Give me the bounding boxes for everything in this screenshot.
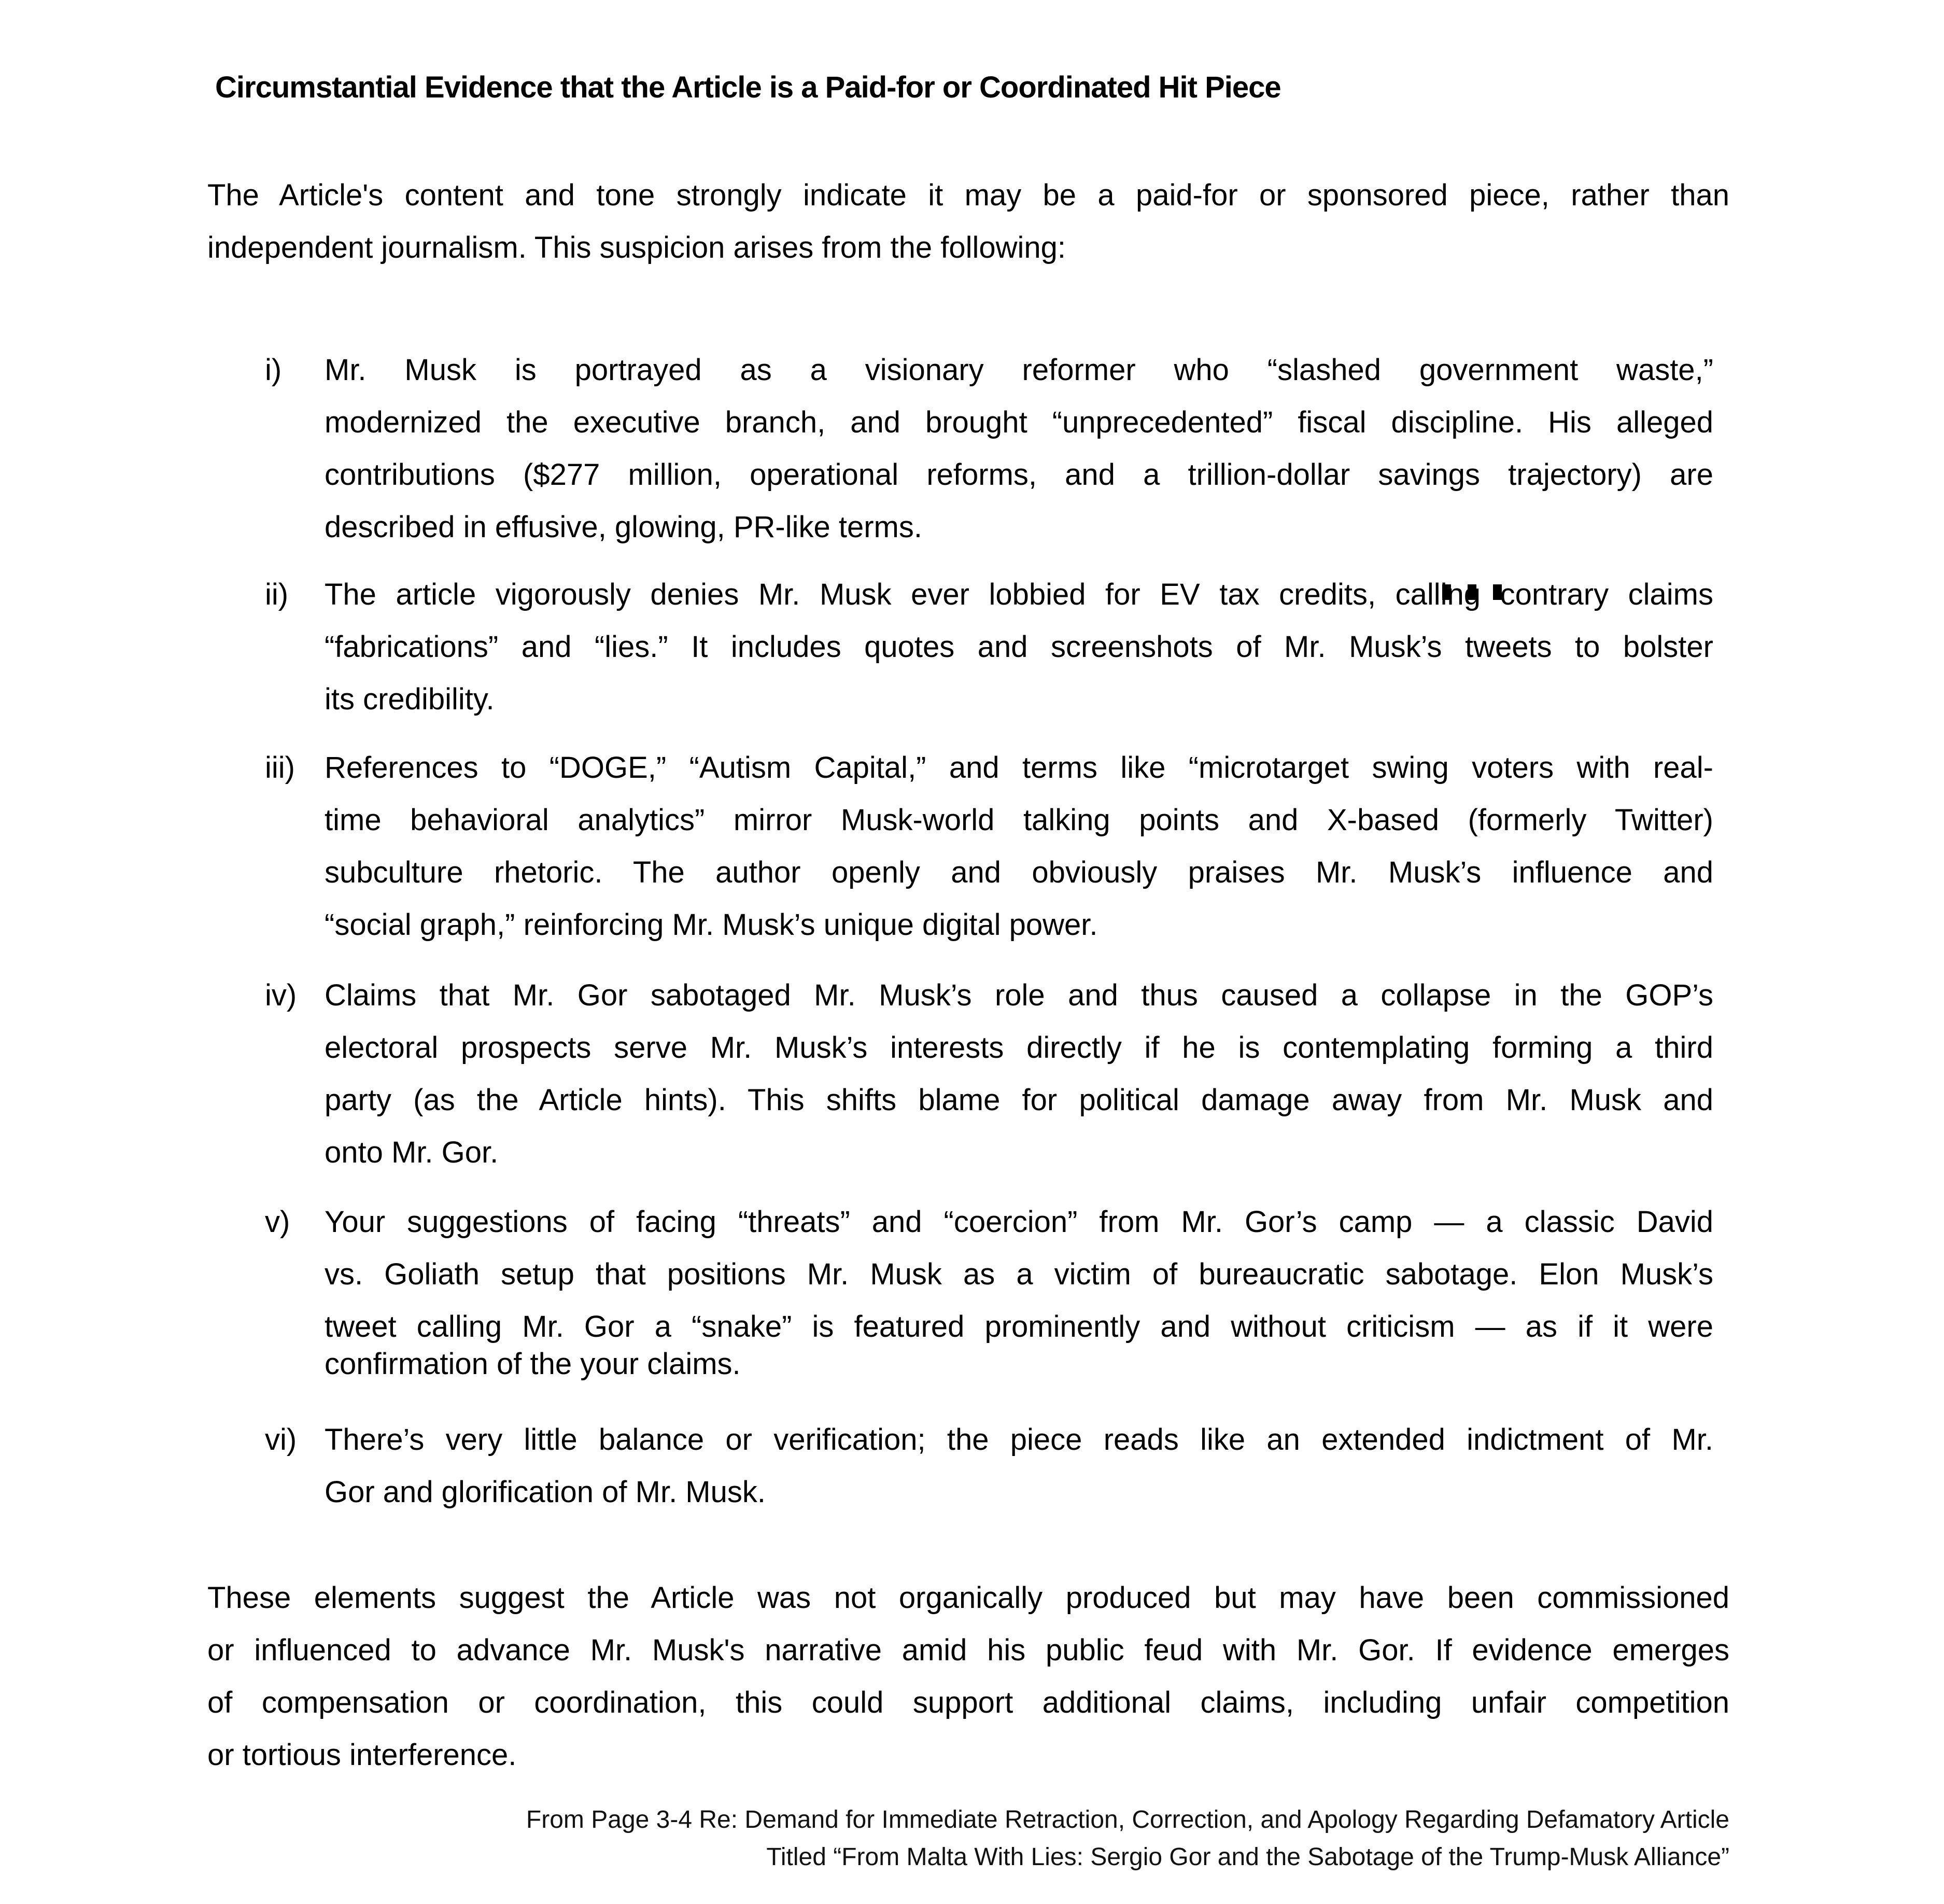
list-number: i) [265, 353, 282, 387]
text-line: References to “DOGE,” “Autism Capital,” and terms like “microtarget swing voters with real- [325, 751, 1713, 785]
text-line: time behavioral analytics” mirror Musk-world talking points and X-based (formerly Twitter) [325, 803, 1713, 837]
text-line: electoral prospects serve Mr. Musk’s interests directly if he is contemplating forming a third [325, 1031, 1713, 1065]
text-line: subculture rhetoric. The author openly and obviously praises Mr. Musk’s influence and [325, 856, 1713, 889]
text-line: vs. Goliath setup that positions Mr. Musk as a victim of bureaucratic sabotage. Elon Musk’s [325, 1257, 1713, 1291]
text-line: of compensation or coordination, this could support additional claims, including unfair competition [207, 1686, 1729, 1719]
text-line: There’s very little balance or verification; the piece reads like an extended indictment of Mr. [325, 1423, 1713, 1457]
text-line: Claims that Mr. Gor sabotaged Mr. Musk’s role and thus caused a collapse in the GOP’s [325, 978, 1713, 1012]
text-line: tweet calling Mr. Gor a “snake” is featured prominently and without criticism — as if it were [325, 1310, 1713, 1343]
text-line: onto Mr. Gor. [325, 1136, 499, 1169]
text-line: The article vigorously denies Mr. Musk ever lobbied for EV tax credits, calling contrary claims [325, 578, 1713, 611]
text-line: modernized the executive branch, and brought “unprecedented” fiscal discipline. His alleged [325, 405, 1713, 439]
text-line: The Article's content and tone strongly indicate it may be a paid-for or sponsored piece, rather than [207, 178, 1729, 212]
intro-paragraph [207, 169, 1729, 274]
section-heading: Circumstantial Evidence that the Article is a Paid-for or Coordinated Hit Piece [215, 71, 1281, 104]
list-number: ii) [265, 578, 289, 611]
text-line: These elements suggest the Article was not organically produced but may have been commissioned [207, 1581, 1729, 1615]
footer-source-line-1: From Page 3-4 Re: Demand for Immediate Retraction, Correction, and Apology Regarding Defamatory Article [526, 1806, 1729, 1833]
text-line: its credibility. [325, 682, 495, 716]
text-line: described in effusive, glowing, PR-like terms. [325, 510, 922, 544]
conclusion-paragraph [207, 1572, 1729, 1781]
list-number: vi) [265, 1423, 297, 1457]
text-line: party (as the Article hints). This shifts blame for political damage away from Mr. Musk and [325, 1083, 1713, 1117]
list-number: v) [265, 1205, 290, 1239]
text-line: or influenced to advance Mr. Musk's narrative amid his public feud with Mr. Gor. If evidence emerges [207, 1633, 1729, 1667]
text-line: “social graph,” reinforcing Mr. Musk’s unique digital power. [325, 908, 1098, 942]
text-line: “fabrications” and “lies.” It includes quotes and screenshots of Mr. Musk’s tweets to bolster [325, 630, 1713, 664]
text-line: independent journalism. This suspicion arises from the following: [207, 231, 1066, 264]
footer-source-line-2: Titled “From Malta With Lies: Sergio Gor and the Sabotage of the Trump-Musk Alliance” [766, 1843, 1729, 1871]
text-line: confirmation of the your claims. [325, 1347, 741, 1381]
text-line: contributions ($277 million, operational reforms, and a trillion-dollar savings trajectory) are [325, 458, 1713, 492]
text-line: Mr. Musk is portrayed as a visionary reformer who “slashed government waste,” [325, 353, 1713, 387]
text-line: Your suggestions of facing “threats” and “coercion” from Mr. Gor’s camp — a classic David [325, 1205, 1713, 1239]
list-number: iii) [265, 751, 295, 785]
text-line: Gor and glorification of Mr. Musk. [325, 1475, 766, 1509]
list-number: iv) [265, 978, 297, 1012]
text-line: or tortious interference. [207, 1738, 517, 1772]
